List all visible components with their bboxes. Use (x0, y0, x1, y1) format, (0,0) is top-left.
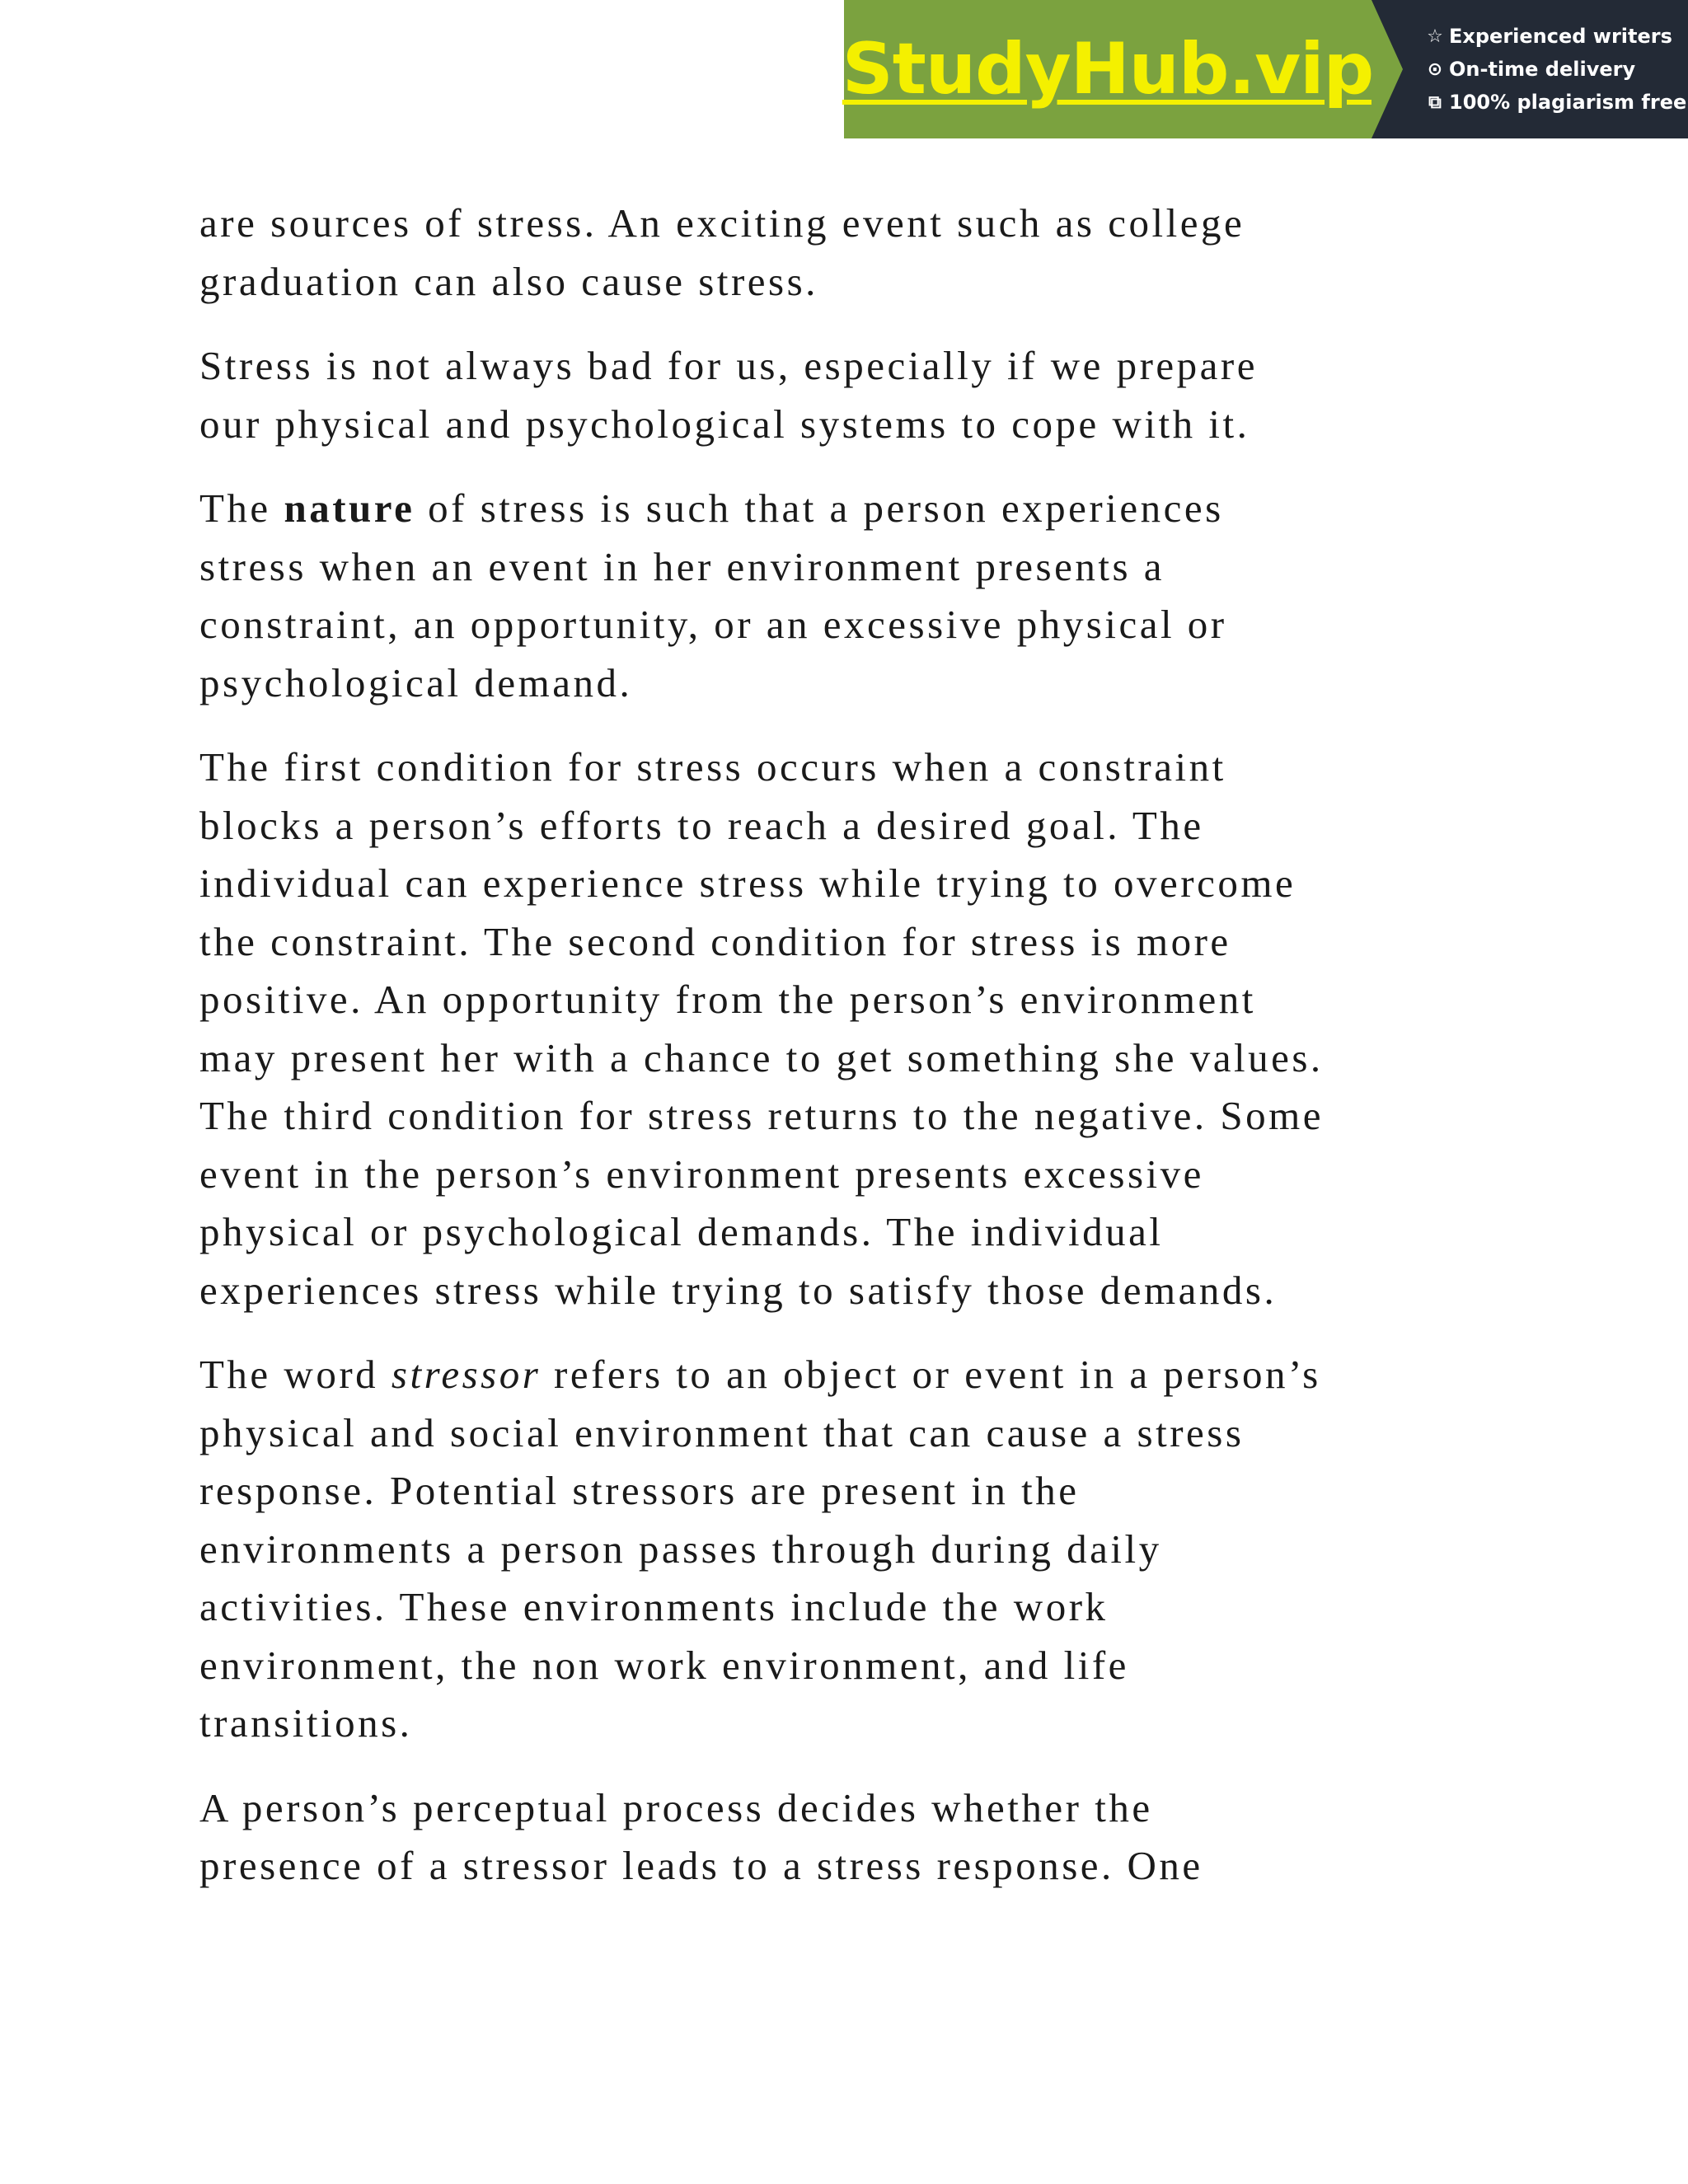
paragraph-nature-of-stress (199, 480, 1518, 712)
text-run: of stress is such that a person experiences (415, 485, 1224, 531)
text-line: physical and social environment that can cause a stress (199, 1409, 1245, 1455)
text-line: response. Potential stressors are present in the (199, 1468, 1080, 1513)
bold-term-nature: nature (284, 485, 415, 531)
clock-icon: ⊙ (1427, 59, 1443, 80)
text-line: blocks a person’s efforts to reach a desired goal. The (199, 802, 1204, 848)
text-line: may present her with a chance to get something she values. (199, 1034, 1324, 1080)
text-line: our physical and psychological systems to cope with it. (199, 401, 1250, 447)
feature-experienced-writers (1424, 20, 1688, 53)
paragraph-stress-sources (199, 194, 1518, 311)
text-line: stress when an event in her environment presents a (199, 543, 1165, 589)
banner-features (1372, 0, 1688, 138)
text-line: The first condition for stress occurs when a constraint (199, 744, 1226, 790)
text-line: event in the person’s environment presents excessive (199, 1151, 1204, 1197)
document-body (199, 194, 1518, 1922)
text-line: Stress is not always bad for us, especially if we prepare (199, 343, 1258, 388)
text-line: are sources of stress. An exciting event such as college (199, 200, 1245, 246)
studyhub-logo[interactable] (844, 0, 1372, 138)
feature-label: On-time delivery (1449, 58, 1636, 81)
text-line: individual can experience stress while trying to overcome (199, 860, 1296, 906)
star-outline-icon: ☆ (1427, 26, 1443, 47)
text-line: experiences stress while trying to satisfy those demands. (199, 1267, 1278, 1313)
paragraph-stressor-definition (199, 1346, 1518, 1753)
feature-plagiarism-free (1424, 86, 1688, 119)
text-line: transitions. (199, 1700, 413, 1746)
text-line: activities. These environments include the work (199, 1584, 1109, 1629)
logo-text: StudyHub.vip (842, 28, 1374, 110)
text-run: The (199, 485, 284, 531)
text-line (199, 1346, 1518, 1404)
feature-label: Experienced writers (1449, 25, 1672, 48)
paragraph-stress-not-bad (199, 337, 1518, 453)
text-run: refers to an object or event in a person’s (541, 1352, 1321, 1397)
text-run: The word (199, 1352, 392, 1397)
text-line: A person’s perceptual process decides whether the (199, 1784, 1153, 1830)
text-line: environments a person passes through during daily (199, 1526, 1162, 1572)
text-line: psychological demand. (199, 659, 633, 705)
italic-term-stressor: stressor (391, 1352, 542, 1397)
paragraph-perceptual-process (199, 1779, 1518, 1896)
text-line: The third condition for stress returns to the negative. Some (199, 1093, 1324, 1138)
text-line: the constraint. The second condition for stress is more (199, 918, 1231, 964)
text-line: graduation can also cause stress. (199, 258, 818, 304)
feature-label: 100% plagiarism free (1449, 91, 1687, 114)
text-line: presence of a stressor leads to a stress response. One (199, 1843, 1203, 1888)
text-line: constraint, an opportunity, or an excessive physical or (199, 602, 1227, 647)
text-line: positive. An opportunity from the person’s environment (199, 977, 1256, 1022)
text-line: physical or psychological demands. The individual (199, 1209, 1164, 1254)
paragraph-conditions (199, 738, 1518, 1319)
text-line: environment, the non work environment, and life (199, 1642, 1129, 1688)
copy-document-icon: ⧉ (1428, 91, 1442, 113)
text-line (199, 480, 1518, 538)
feature-on-time-delivery (1424, 53, 1688, 86)
studyhub-banner[interactable] (844, 0, 1688, 138)
